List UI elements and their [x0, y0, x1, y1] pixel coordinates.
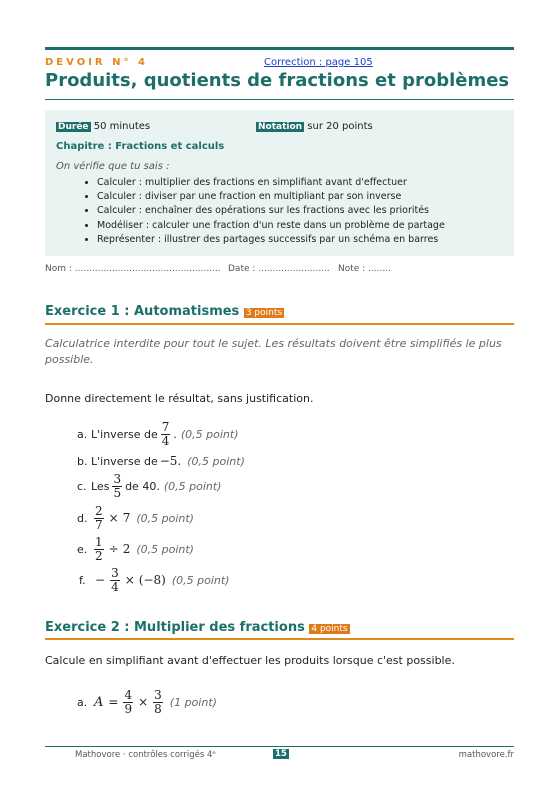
top-rule — [45, 47, 514, 50]
operator: × — [138, 695, 149, 709]
question-2a — [77, 687, 217, 716]
question-points: (0,5 point) — [180, 427, 239, 441]
denominator: 2 — [95, 548, 103, 563]
fraction — [110, 567, 120, 594]
numerator: 3 — [111, 565, 119, 580]
question-e — [77, 534, 194, 563]
goal-item: • Modéliser : calculer une fraction d'un reste dans un problème de partage — [97, 219, 445, 233]
nom-field: Nom : ................................................... — [45, 264, 221, 274]
question-label: a. — [77, 427, 88, 441]
exercise-1-rule — [45, 323, 514, 325]
operand: 7 — [122, 511, 131, 525]
fraction — [153, 689, 163, 716]
question-text: Les — [91, 479, 110, 493]
question-label: e. — [77, 542, 88, 556]
numerator: 3 — [154, 687, 162, 702]
goal-item: • Calculer : diviser par une fraction en multipliant par son inverse — [97, 190, 445, 204]
notation-info — [256, 121, 373, 132]
denominator: 7 — [95, 517, 103, 532]
page-number: 15 — [275, 749, 287, 759]
operand: (−8) — [138, 573, 166, 587]
fraction — [94, 505, 104, 532]
duree-info — [56, 121, 150, 132]
exercise-1-title: Exercice 1 : Automatismes — [45, 304, 240, 319]
title-rule — [45, 99, 514, 100]
exercise-1-points: 3 points — [245, 308, 283, 318]
footer-left: Mathovore · contrôles corrigés 4ᵉ — [75, 750, 216, 760]
question-text-after: de 40. — [125, 479, 160, 493]
footer-right: mathovore.fr — [458, 750, 514, 760]
note-field: Note : ........ — [338, 264, 391, 274]
operator: ÷ — [108, 542, 119, 556]
exercise-1-note: Calculatrice interdite pour tout le sujet. Les résultats doivent être simplifiés le plus possible. — [45, 337, 502, 366]
question-label: d. — [77, 511, 88, 525]
footer-rule — [45, 746, 514, 747]
duree-value: 50 minutes — [93, 121, 151, 132]
exercise-2-rule — [45, 638, 514, 640]
chapter-title: Chapitre : Fractions et calculs — [56, 141, 225, 152]
numerator: 1 — [95, 534, 103, 549]
question-points: (0,5 point) — [163, 479, 222, 493]
exercise-1-instruction: Donne directement le résultat, sans justification. — [45, 392, 314, 405]
date-field: Date : ......................... — [228, 264, 330, 274]
notation-value: sur 20 points — [307, 121, 373, 132]
question-points: (0,5 point) — [171, 573, 230, 587]
numerator: 4 — [124, 687, 133, 702]
goal-item: • Calculer : enchaîner des opérations sur les fractions avec les priorités — [97, 204, 445, 218]
verify-label: On vérifie que tu sais : — [56, 161, 170, 172]
correction-link[interactable]: Correction : page 105 — [264, 57, 373, 68]
math-value: −5. — [159, 454, 182, 468]
question-label: b. — [77, 454, 88, 468]
operator: × — [124, 573, 135, 587]
question-b — [77, 449, 245, 473]
question-d — [77, 503, 194, 532]
fraction — [112, 473, 122, 500]
fraction — [94, 536, 104, 563]
numerator: 7 — [161, 419, 170, 434]
minus-sign: − — [95, 573, 106, 587]
devoir-label: DEVOIR N° 4 — [45, 57, 148, 68]
question-points: (0,5 point) — [187, 454, 245, 468]
fraction — [161, 421, 171, 448]
question-a — [77, 419, 239, 448]
question-text: L'inverse de — [91, 454, 158, 468]
exercise-2-points: 4 points — [311, 624, 348, 634]
variable: A — [94, 694, 104, 710]
denominator: 4 — [161, 433, 170, 448]
denominator: 4 — [111, 579, 119, 594]
goals-list — [88, 176, 445, 247]
goal-item: • Calculer : multiplier des fractions en simplifiant avant d'effectuer — [97, 176, 445, 190]
question-points: (1 point) — [169, 695, 217, 709]
question-f — [79, 565, 230, 594]
question-text: L'inverse de — [91, 427, 158, 441]
duree-badge: Durée — [58, 122, 89, 132]
exercise-2-title: Exercice 2 : Multiplier des fractions — [45, 620, 305, 635]
page-title: Produits, quotients de fractions et problèmes — [45, 70, 510, 91]
question-text-after: . — [173, 427, 177, 441]
goal-item: • Représenter : illustrer des partages successifs par un schéma en barres — [97, 233, 445, 247]
numerator: 2 — [95, 503, 103, 518]
operand: 2 — [122, 542, 131, 556]
question-label: f. — [79, 573, 86, 587]
equals-sign: = — [108, 695, 119, 709]
question-label: c. — [77, 479, 87, 493]
exercise-2-heading — [45, 620, 350, 635]
question-c — [77, 471, 222, 500]
question-points: (0,5 point) — [136, 511, 194, 525]
question-label: a. — [77, 695, 88, 709]
question-points: (0,5 point) — [136, 542, 194, 556]
denominator: 5 — [113, 485, 122, 500]
denominator: 9 — [124, 701, 133, 716]
fraction — [123, 689, 133, 716]
operator: × — [108, 511, 119, 525]
exercise-2-instruction: Calcule en simplifiant avant d'effectuer les produits lorsque c'est possible. — [45, 654, 455, 667]
denominator: 8 — [154, 701, 162, 716]
notation-badge: Notation — [258, 122, 303, 132]
numerator: 3 — [113, 471, 122, 486]
exercise-1-heading — [45, 304, 284, 319]
